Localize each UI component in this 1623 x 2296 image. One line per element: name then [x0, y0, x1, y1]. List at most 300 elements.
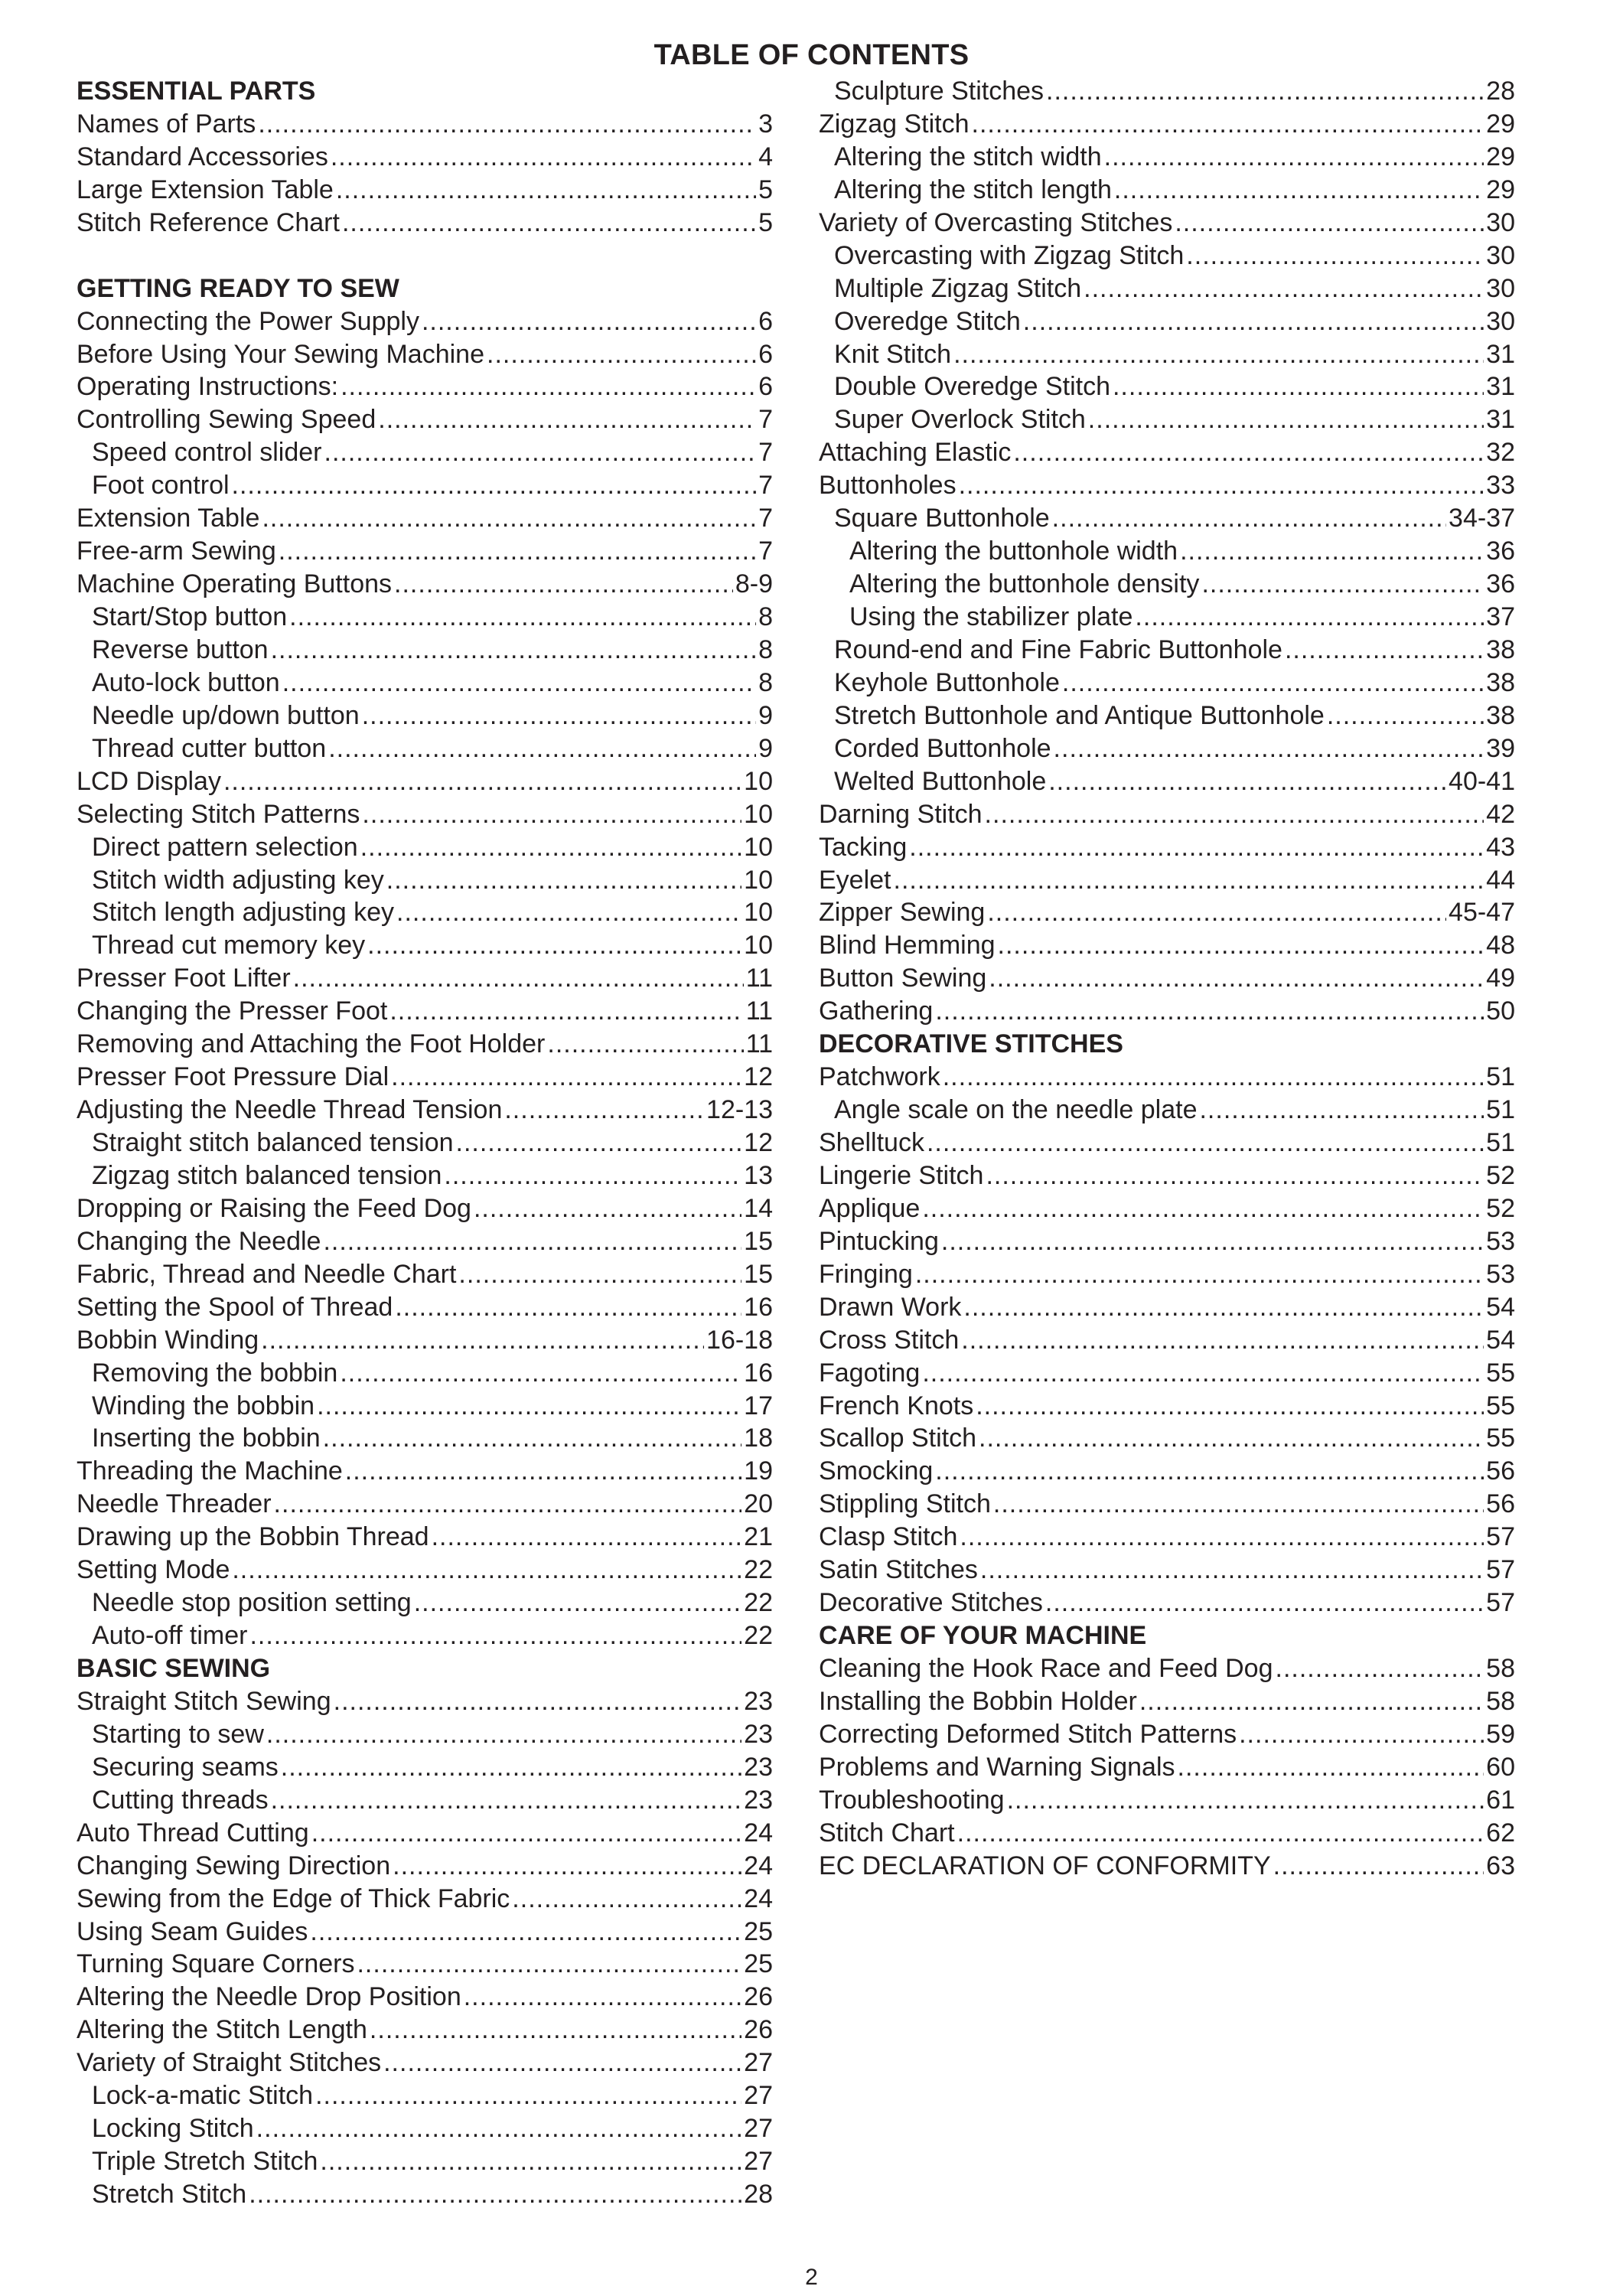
toc-entry-page: 55	[1486, 1358, 1515, 1388]
dot-leader	[922, 1192, 1484, 1225]
toc-entry[interactable]	[819, 1291, 1515, 1324]
toc-entry-title: Satin Stitches	[819, 1555, 978, 1585]
toc-entry[interactable]	[819, 108, 1515, 141]
toc-entry[interactable]	[77, 1094, 773, 1127]
toc-entry-title: Fabric, Thread and Needle Chart	[77, 1259, 457, 1289]
toc-entry-title: Large Extension Table	[77, 174, 334, 204]
toc-entry-title: Corded Buttonhole	[834, 733, 1051, 763]
toc-entry[interactable]	[819, 1652, 1515, 1685]
toc-entry[interactable]	[77, 1159, 773, 1192]
toc-entry[interactable]	[819, 1061, 1515, 1094]
toc-entry-page: 16-18	[706, 1325, 773, 1355]
dot-leader	[998, 929, 1484, 962]
dot-leader	[980, 1554, 1484, 1587]
toc-entry-page: 56	[1486, 1456, 1515, 1486]
toc-entry[interactable]	[77, 1291, 773, 1324]
dot-leader	[422, 305, 756, 338]
toc-entry-title: Altering the Stitch Length	[77, 2015, 367, 2045]
toc-entry[interactable]	[819, 436, 1515, 469]
toc-entry[interactable]	[77, 1127, 773, 1159]
toc-entry[interactable]	[77, 1948, 773, 1981]
toc-entry[interactable]	[77, 1324, 773, 1357]
toc-entry-page: 10	[744, 799, 773, 829]
toc-entry-title: Bobbin Winding	[77, 1325, 259, 1355]
toc-entry-title: French Knots	[819, 1391, 974, 1420]
toc-entry-title: Connecting the Power Supply	[77, 306, 419, 336]
toc-entry[interactable]	[819, 1258, 1515, 1291]
toc-entry-page: 4	[758, 142, 773, 171]
toc-entry-title: Pintucking	[819, 1226, 939, 1256]
dot-leader	[1178, 1751, 1484, 1784]
toc-entry-title: Drawing up the Bobbin Thread	[77, 1522, 429, 1552]
dot-leader	[311, 1817, 741, 1850]
toc-entry-page: 60	[1486, 1752, 1515, 1782]
toc-entry-page: 8	[758, 667, 773, 697]
toc-entry-title: Troubleshooting	[819, 1785, 1005, 1815]
toc-entry-title: Using Seam Guides	[77, 1916, 308, 1946]
toc-entry[interactable]	[819, 995, 1515, 1028]
toc-entry[interactable]	[77, 436, 773, 469]
toc-entry-page: 33	[1486, 471, 1515, 501]
toc-entry-title: Needle up/down button	[92, 700, 360, 730]
dot-leader	[1139, 1685, 1484, 1718]
toc-entry-page: 6	[758, 306, 773, 336]
toc-entry-title: Thread cutter button	[92, 733, 327, 763]
toc-entry-page: 34-37	[1449, 504, 1515, 533]
toc-entry[interactable]	[77, 1981, 773, 2014]
toc-entry[interactable]	[77, 141, 773, 174]
dot-leader	[310, 1916, 741, 1949]
toc-entry-title: Applique	[819, 1193, 921, 1223]
toc-entry[interactable]	[77, 1521, 773, 1554]
toc-entry-title: Angle scale on the needle plate	[834, 1095, 1198, 1125]
toc-entry-page: 58	[1486, 1654, 1515, 1683]
toc-entry[interactable]	[819, 1422, 1515, 1455]
toc-entry[interactable]	[77, 765, 773, 798]
toc-entry-title: Machine Operating Buttons	[77, 569, 393, 599]
toc-entry-title: Controlling Sewing Speed	[77, 405, 376, 435]
toc-entry[interactable]	[819, 1718, 1515, 1751]
toc-entry-title: Smocking	[819, 1456, 934, 1486]
toc-entry[interactable]	[77, 929, 773, 962]
toc-entry-title: Turning Square Corners	[77, 1949, 355, 1979]
toc-entry-page: 48	[1486, 931, 1515, 960]
toc-entry-page: 57	[1486, 1555, 1515, 1585]
toc-entry[interactable]	[819, 1587, 1515, 1619]
toc-entry-title: Knit Stitch	[834, 339, 952, 369]
toc-entry[interactable]	[77, 732, 773, 765]
dot-leader	[1013, 436, 1484, 469]
dot-leader	[391, 1061, 741, 1094]
dot-leader	[249, 2178, 741, 2211]
toc-entry-title: Altering the buttonhole width	[849, 536, 1178, 566]
toc-entry[interactable]	[77, 1455, 773, 1488]
dot-leader	[1052, 502, 1446, 535]
toc-entry-page: 51	[1486, 1128, 1515, 1157]
toc-entry[interactable]	[77, 502, 773, 535]
toc-entry-title: Altering the Needle Drop Position	[77, 1982, 461, 2012]
dot-leader	[512, 1883, 741, 1916]
toc-entry-page: 54	[1486, 1325, 1515, 1355]
toc-entry-title: Fagoting	[819, 1358, 921, 1388]
toc-entry[interactable]	[819, 1455, 1515, 1488]
dot-leader	[979, 1422, 1484, 1455]
dot-leader	[370, 2014, 741, 2047]
dot-leader	[362, 798, 741, 831]
toc-entry[interactable]	[819, 174, 1515, 207]
dot-leader	[943, 1061, 1484, 1094]
toc-entry-title: Reverse button	[92, 634, 269, 664]
dot-leader	[1046, 75, 1484, 108]
toc-entry-title: Scallop Stitch	[819, 1424, 976, 1453]
toc-entry[interactable]	[77, 667, 773, 700]
toc-entry[interactable]	[77, 1587, 773, 1619]
toc-entry-title: Presser Foot Lifter	[77, 964, 291, 993]
dot-leader	[1045, 1587, 1484, 1619]
dot-leader	[456, 1127, 742, 1159]
toc-entry-title: Auto Thread Cutting	[77, 1818, 309, 1848]
toc-entry[interactable]	[77, 1192, 773, 1225]
toc-entry-page: 58	[1486, 1686, 1515, 1716]
toc-entry[interactable]	[819, 338, 1515, 371]
toc-entry-title: Winding the bobbin	[92, 1391, 315, 1420]
toc-entry-title: Round-end and Fine Fabric Buttonhole	[834, 634, 1282, 664]
toc-entry-title: Zipper Sewing	[819, 898, 986, 928]
toc-entry[interactable]	[77, 864, 773, 897]
toc-entry-title: Selecting Stitch Patterns	[77, 799, 360, 829]
toc-entry[interactable]	[819, 929, 1515, 962]
toc-entry[interactable]	[819, 798, 1515, 831]
toc-entry[interactable]	[77, 1718, 773, 1751]
dot-leader	[1273, 1850, 1484, 1883]
toc-entry[interactable]	[77, 1916, 773, 1949]
toc-entry[interactable]	[819, 141, 1515, 174]
toc-entry-page: 44	[1486, 865, 1515, 895]
toc-entry-page: 21	[744, 1522, 773, 1552]
toc-entry[interactable]	[819, 75, 1515, 108]
toc-entry[interactable]	[819, 634, 1515, 667]
toc-entry[interactable]	[77, 1225, 773, 1258]
toc-entry-page: 38	[1486, 634, 1515, 664]
toc-entry[interactable]	[819, 370, 1515, 403]
dot-leader	[393, 1850, 741, 1883]
toc-entry-page: 53	[1486, 1259, 1515, 1289]
toc-entry[interactable]	[819, 1094, 1515, 1127]
toc-entry-page: 30	[1486, 306, 1515, 336]
toc-entry[interactable]	[77, 2178, 773, 2211]
toc-entry[interactable]	[77, 1554, 773, 1587]
toc-entry[interactable]	[819, 469, 1515, 502]
toc-entry-title: Patchwork	[819, 1062, 940, 1092]
toc-entry-title: Cleaning the Hook Race and Feed Dog	[819, 1654, 1273, 1683]
dot-leader	[334, 1685, 742, 1718]
toc-entry[interactable]	[819, 1521, 1515, 1554]
toc-entry-page: 11	[745, 964, 773, 993]
dot-leader	[281, 1751, 741, 1784]
toc-entry-title: Cutting threads	[92, 1785, 269, 1815]
toc-entry-page: 22	[744, 1588, 773, 1618]
dot-leader	[993, 1488, 1484, 1521]
toc-entry-page: 11	[745, 1029, 773, 1059]
toc-entry-page: 31	[1486, 372, 1515, 402]
dot-leader	[386, 864, 741, 897]
toc-entry-page: 23	[744, 1686, 773, 1716]
toc-entry[interactable]	[819, 1488, 1515, 1521]
toc-entry-page: 6	[758, 339, 773, 369]
toc-entry[interactable]	[819, 1554, 1515, 1587]
toc-entry[interactable]	[819, 601, 1515, 634]
toc-entry[interactable]	[77, 370, 773, 403]
toc-entry[interactable]	[77, 1390, 773, 1423]
toc-entry-title: Start/Stop button	[92, 602, 288, 631]
dot-leader	[935, 1455, 1484, 1488]
toc-entry-title: Welted Buttonhole	[834, 766, 1047, 796]
dot-leader	[915, 1258, 1484, 1291]
toc-entry[interactable]	[819, 831, 1515, 864]
toc-entry[interactable]	[77, 2145, 773, 2178]
toc-entry-page: 7	[758, 405, 773, 435]
dot-leader	[1239, 1718, 1484, 1751]
toc-entry[interactable]	[77, 995, 773, 1028]
toc-entry[interactable]	[77, 338, 773, 371]
dot-leader	[289, 601, 756, 634]
toc-entry[interactable]	[819, 240, 1515, 272]
toc-entry-title: Removing and Attaching the Foot Holder	[77, 1029, 546, 1059]
toc-entry-page: 23	[744, 1719, 773, 1749]
toc-entry-page: 29	[1486, 109, 1515, 139]
toc-entry-page: 27	[744, 2081, 773, 2111]
toc-entry[interactable]	[77, 108, 773, 141]
toc-entry[interactable]	[77, 2014, 773, 2047]
toc-entry-page: 36	[1486, 536, 1515, 566]
dot-leader	[274, 1488, 742, 1521]
toc-entry-page: 61	[1486, 1785, 1515, 1815]
toc-entry-page: 32	[1486, 438, 1515, 468]
dot-leader	[1048, 765, 1446, 798]
toc-entry-title: Needle Threader	[77, 1489, 272, 1519]
toc-entry[interactable]	[77, 1685, 773, 1718]
toc-entry[interactable]	[819, 272, 1515, 305]
toc-entry-title: Changing the Presser Foot	[77, 996, 388, 1026]
toc-entry[interactable]	[77, 1817, 773, 1850]
dot-leader	[935, 995, 1484, 1028]
dot-leader	[389, 995, 743, 1028]
toc-entry-title: Fringing	[819, 1259, 913, 1289]
dot-leader	[1084, 272, 1484, 305]
toc-entry-title: Sculpture Stitches	[834, 77, 1045, 106]
dot-leader	[266, 1718, 741, 1751]
toc-entry[interactable]	[77, 2079, 773, 2112]
toc-entry-title: Stippling Stitch	[819, 1489, 991, 1519]
dot-leader	[1201, 568, 1484, 601]
toc-entry[interactable]	[77, 174, 773, 207]
section-heading-decorative-stitches: DECORATIVE STITCHES	[819, 1029, 1123, 1059]
dot-leader	[323, 1422, 742, 1455]
toc-entry-page: 16	[744, 1292, 773, 1322]
toc-entry[interactable]	[819, 1751, 1515, 1784]
toc-entry-title: Altering the stitch width	[834, 142, 1102, 171]
toc-entry[interactable]	[77, 798, 773, 831]
toc-entry[interactable]	[819, 1225, 1515, 1258]
toc-entry[interactable]	[77, 403, 773, 436]
toc-entry[interactable]	[819, 207, 1515, 240]
toc-entry[interactable]	[77, 1258, 773, 1291]
toc-entry-title: Stretch Stitch	[92, 2180, 247, 2209]
toc-entry[interactable]	[77, 1751, 773, 1784]
toc-entry-title: Straight Stitch Sewing	[77, 1686, 331, 1716]
toc-entry[interactable]	[77, 1357, 773, 1390]
toc-entry[interactable]	[819, 962, 1515, 995]
toc-entry[interactable]	[77, 896, 773, 929]
dot-leader	[987, 896, 1446, 929]
toc-entry[interactable]	[819, 1850, 1515, 1883]
toc-entry-title: Variety of Straight Stitches	[77, 2048, 382, 2078]
dot-leader	[320, 2145, 741, 2178]
toc-entry[interactable]	[77, 601, 773, 634]
toc-entry-page: 31	[1486, 339, 1515, 369]
toc-entry[interactable]	[819, 1192, 1515, 1225]
toc-entry-page: 13	[744, 1160, 773, 1190]
toc-entry[interactable]	[819, 1390, 1515, 1423]
toc-entry[interactable]	[819, 1784, 1515, 1817]
dot-leader	[340, 1357, 741, 1390]
toc-entry-title: Changing the Needle	[77, 1226, 321, 1256]
dot-leader	[474, 1192, 741, 1225]
toc-entry[interactable]	[819, 765, 1515, 798]
toc-entry[interactable]	[819, 1817, 1515, 1850]
toc-entry-title: LCD Display	[77, 766, 221, 796]
toc-entry-title: Tacking	[819, 832, 908, 862]
toc-entry[interactable]	[819, 896, 1515, 929]
toc-entry[interactable]	[77, 1784, 773, 1817]
toc-entry[interactable]	[77, 1488, 773, 1521]
toc-entry-page: 22	[744, 1621, 773, 1651]
toc-entry[interactable]	[819, 535, 1515, 568]
toc-entry-page: 10	[744, 898, 773, 928]
toc-entry-page: 15	[744, 1259, 773, 1289]
dot-leader	[328, 732, 756, 765]
toc-entry-page: 10	[744, 766, 773, 796]
toc-entry[interactable]	[819, 1685, 1515, 1718]
toc-entry-title: Attaching Elastic	[819, 438, 1012, 468]
toc-entry-title: Overedge Stitch	[834, 306, 1021, 336]
toc-entry-title: Changing Sewing Direction	[77, 1851, 391, 1880]
dot-leader	[432, 1521, 742, 1554]
toc-entry[interactable]	[819, 1159, 1515, 1192]
toc-entry-title: Foot control	[92, 471, 230, 501]
dot-leader	[357, 1948, 741, 1981]
toc-entry[interactable]	[77, 305, 773, 338]
toc-entry[interactable]	[77, 962, 773, 995]
dot-leader	[1007, 1784, 1484, 1817]
toc-entry-page: 5	[758, 207, 773, 237]
toc-entry-title: Auto-off timer	[92, 1621, 248, 1651]
toc-entry-page: 43	[1486, 832, 1515, 862]
toc-entry-title: Multiple Zigzag Stitch	[834, 273, 1082, 303]
toc-entry-title: Speed control slider	[92, 438, 322, 468]
toc-entry[interactable]	[77, 1883, 773, 1916]
toc-entry-title: Direct pattern selection	[92, 832, 358, 862]
toc-entry-page: 40-41	[1449, 766, 1515, 796]
toc-entry-title: Blind Hemming	[819, 931, 996, 960]
toc-entry[interactable]	[77, 1422, 773, 1455]
toc-entry-page: 45-47	[1449, 898, 1515, 928]
toc-entry[interactable]	[77, 831, 773, 864]
toc-entry-title: Button Sewing	[819, 964, 987, 993]
dot-leader	[504, 1094, 704, 1127]
toc-entry[interactable]	[77, 1061, 773, 1094]
toc-entry-title: Darning Stitch	[819, 799, 983, 829]
toc-entry[interactable]	[77, 568, 773, 601]
dot-leader	[362, 700, 756, 732]
toc-entry[interactable]	[819, 403, 1515, 436]
dot-leader	[458, 1258, 741, 1291]
toc-entry-page: 55	[1486, 1424, 1515, 1453]
toc-entry[interactable]	[819, 732, 1515, 765]
toc-entry[interactable]	[77, 1619, 773, 1652]
toc-entry[interactable]	[819, 502, 1515, 535]
dot-leader	[414, 1587, 741, 1619]
toc-entry-page: 37	[1486, 602, 1515, 631]
toc-entry[interactable]	[819, 305, 1515, 338]
toc-entry[interactable]	[77, 700, 773, 732]
dot-leader	[394, 568, 733, 601]
toc-entry-title: Stitch Reference Chart	[77, 207, 340, 237]
toc-entry[interactable]	[819, 1357, 1515, 1390]
toc-entry[interactable]	[77, 469, 773, 502]
toc-entry-page: 16	[744, 1358, 773, 1388]
dot-leader	[1114, 174, 1484, 207]
toc-entry-page: 7	[758, 471, 773, 501]
toc-entry-title: Decorative Stitches	[819, 1588, 1043, 1618]
page-title: TABLE OF CONTENTS	[653, 39, 970, 71]
toc-entry[interactable]	[77, 2047, 773, 2079]
toc-entry-page: 63	[1486, 1851, 1515, 1880]
toc-entry[interactable]	[819, 1324, 1515, 1357]
toc-entry-page: 23	[744, 1752, 773, 1782]
toc-entry-page: 52	[1486, 1160, 1515, 1190]
toc-entry[interactable]	[819, 864, 1515, 897]
toc-entry[interactable]	[77, 1850, 773, 1883]
toc-entry[interactable]	[819, 568, 1515, 601]
toc-entry-page: 52	[1486, 1193, 1515, 1223]
toc-entry-title: Thread cut memory key	[92, 931, 366, 960]
toc-entry[interactable]	[77, 2112, 773, 2145]
dot-leader	[976, 1390, 1484, 1423]
toc-entry[interactable]	[77, 634, 773, 667]
dot-leader	[258, 108, 756, 141]
toc-entry-page: 9	[758, 700, 773, 730]
toc-entry-page: 28	[1486, 77, 1515, 106]
toc-entry-page: 7	[758, 536, 773, 566]
toc-entry-page: 50	[1486, 996, 1515, 1026]
toc-entry[interactable]	[819, 700, 1515, 732]
toc-entry[interactable]	[77, 1028, 773, 1061]
toc-entry-page: 26	[744, 2015, 773, 2045]
toc-entry-page: 10	[744, 865, 773, 895]
dot-leader	[367, 929, 741, 962]
toc-entry[interactable]	[819, 1127, 1515, 1159]
toc-entry-title: Free-arm Sewing	[77, 536, 276, 566]
toc-entry-title: Auto-lock button	[92, 667, 280, 697]
dot-leader	[487, 338, 756, 371]
toc-entry[interactable]	[77, 535, 773, 568]
toc-entry-page: 12	[744, 1062, 773, 1092]
toc-entry-page: 11	[745, 996, 773, 1026]
toc-entry[interactable]	[819, 667, 1515, 700]
toc-entry[interactable]	[77, 207, 773, 240]
dot-leader	[395, 1291, 741, 1324]
